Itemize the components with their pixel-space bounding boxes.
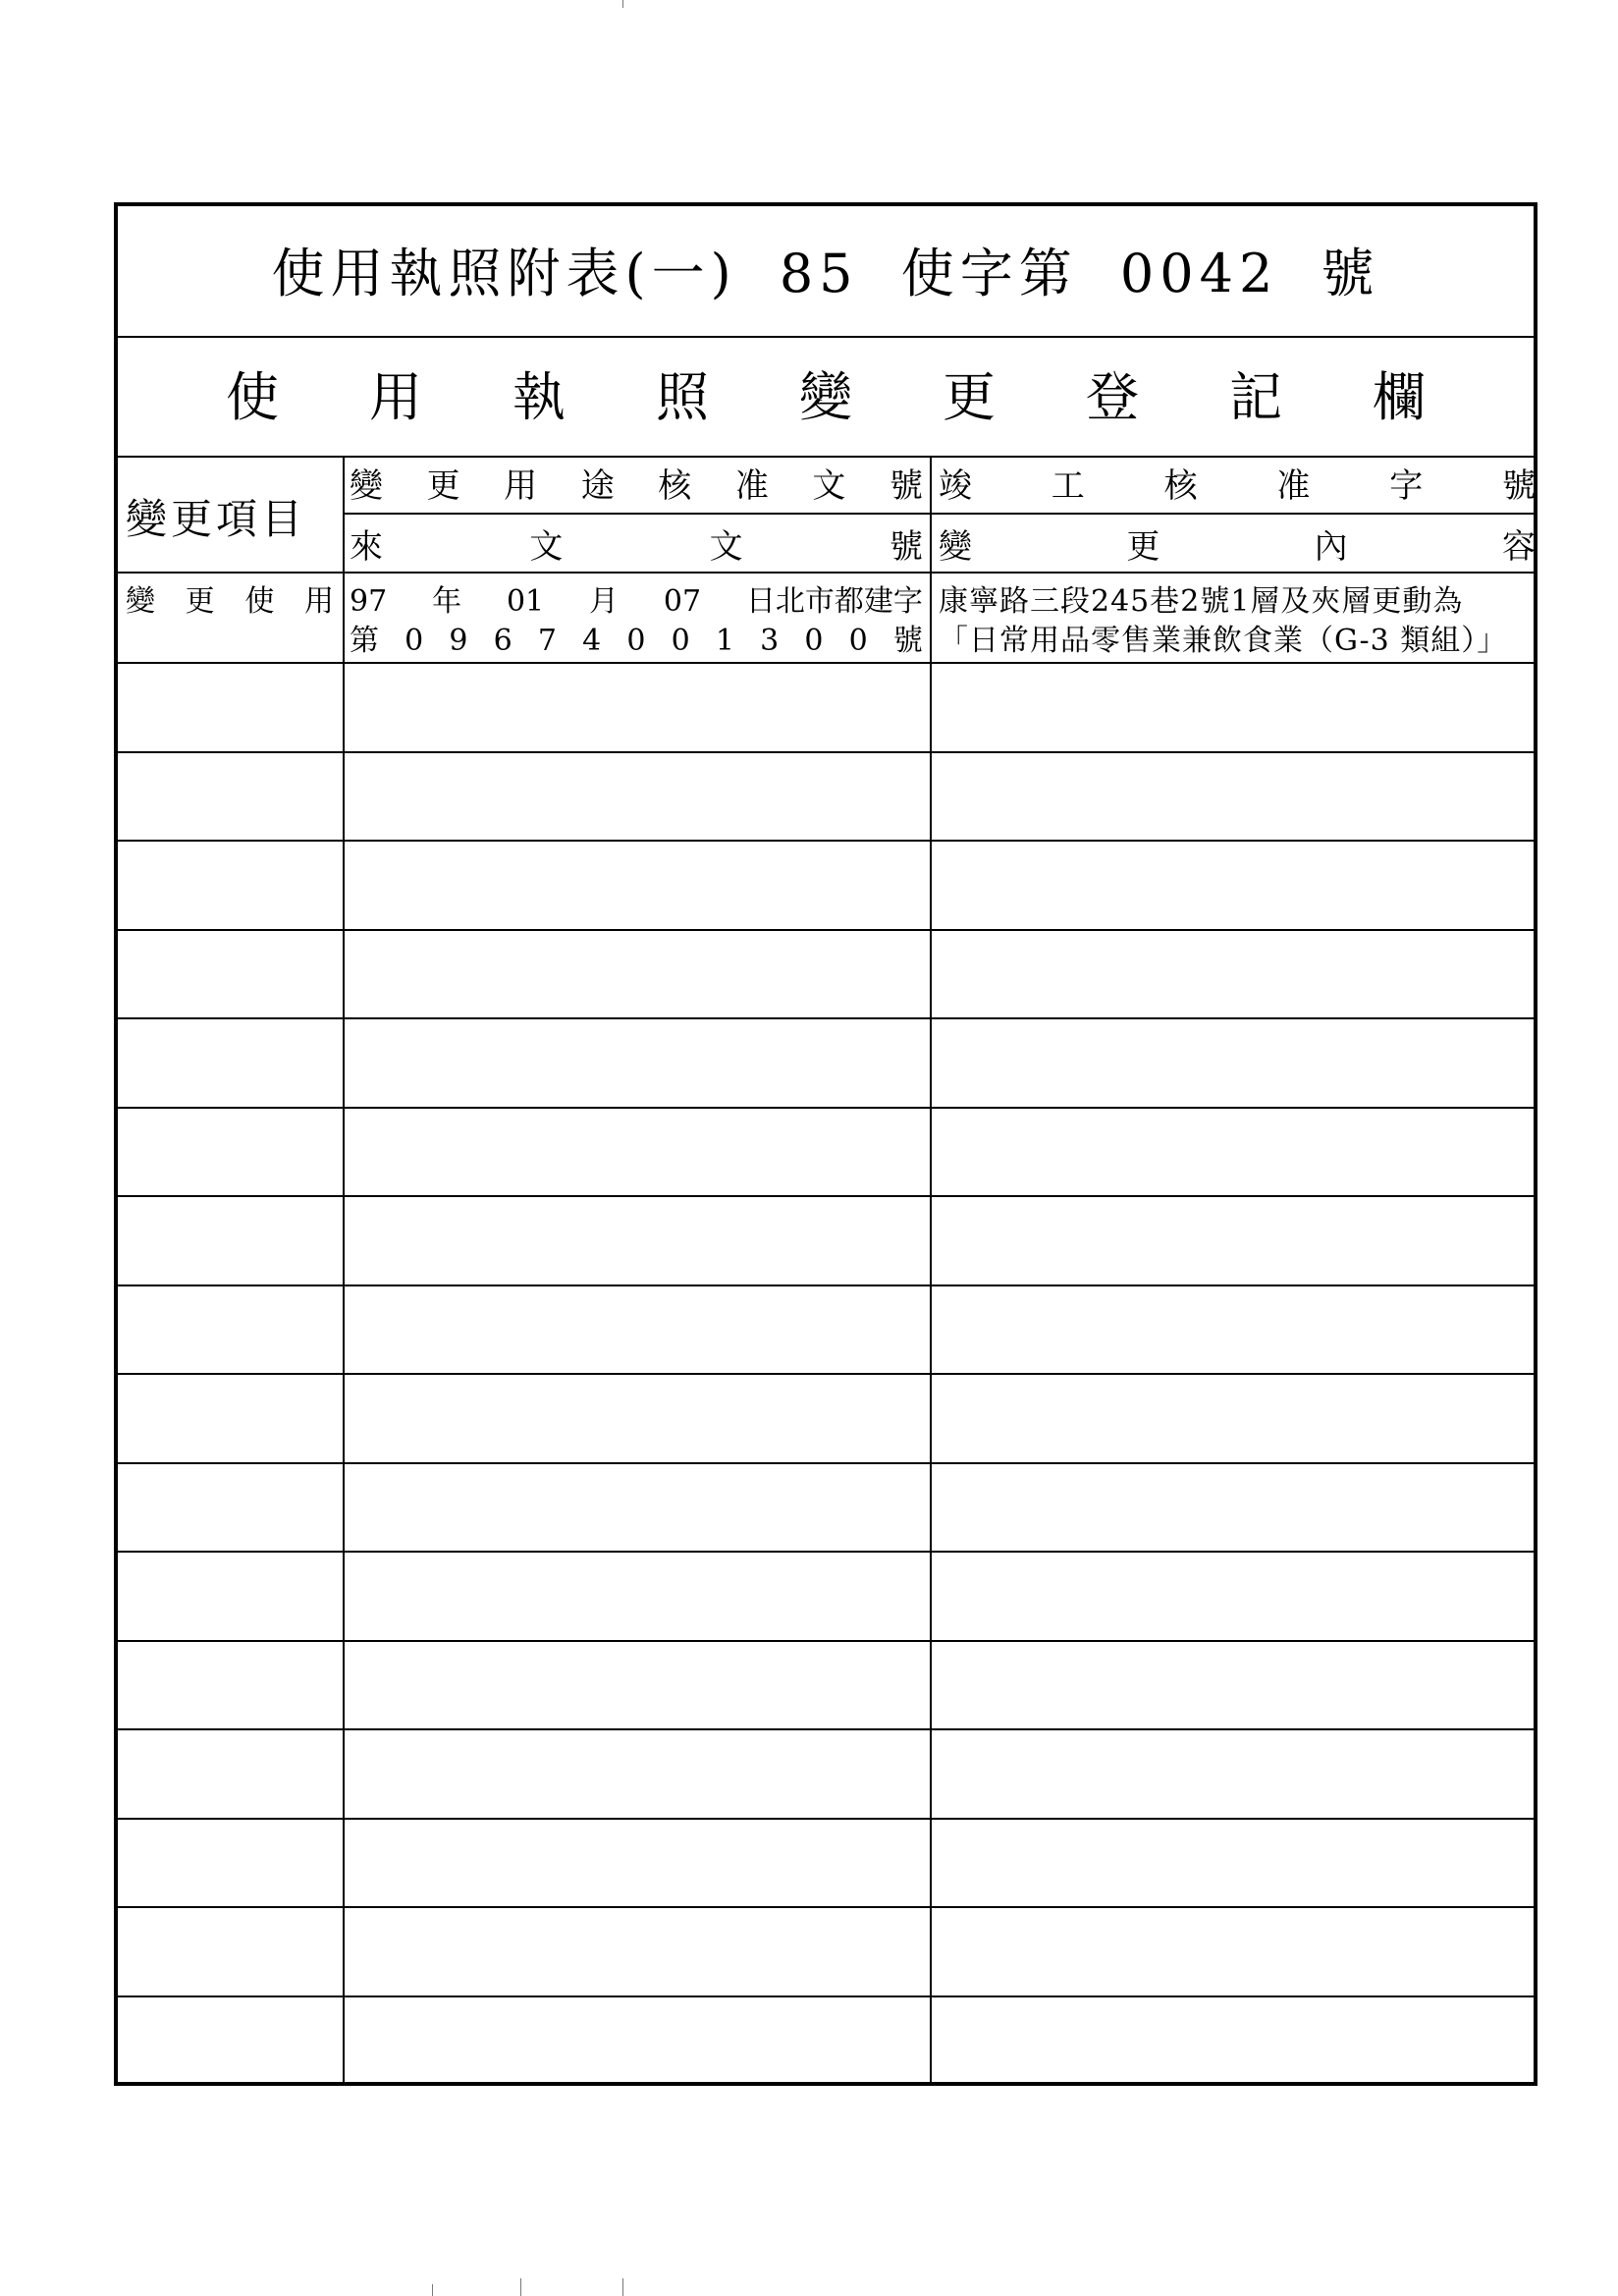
- table-row-line: [118, 662, 1534, 664]
- entry-item: 變 更 使 用: [126, 584, 334, 619]
- header-incoming-no: 來 文 文 號: [350, 527, 923, 567]
- table-row-line: [118, 1462, 1534, 1464]
- table-row-line: [118, 1373, 1534, 1375]
- entry-doc-no-line2: 第 0 9 6 7 4 0 0 1 3 0 0 號: [350, 624, 923, 658]
- table-row-line: [118, 1551, 1534, 1553]
- table-row-line: [118, 1285, 1534, 1286]
- heading-char: 執: [512, 366, 566, 428]
- table-row-line: [118, 1107, 1534, 1109]
- table-row-line: [118, 1995, 1534, 1997]
- scan-mark: [622, 2278, 623, 2296]
- divider: [343, 513, 1534, 515]
- heading-char: 登: [1086, 366, 1139, 428]
- table-row-line: [118, 1728, 1534, 1730]
- heading-char: 使: [226, 366, 279, 428]
- scan-mark: [622, 0, 623, 8]
- entry-doc-no-line1: 97 年 01 月 07 日北市都建字: [350, 584, 923, 619]
- table-row-line: [118, 751, 1534, 753]
- section-heading: [226, 366, 1426, 430]
- table-row-line: [118, 929, 1534, 931]
- item-header: 變更項目: [126, 495, 307, 543]
- heading-char: 照: [656, 366, 709, 428]
- table-row-line: [118, 1906, 1534, 1908]
- header-completion-no: 竣 工 核 准 字 號: [939, 466, 1536, 506]
- column-divider: [930, 456, 932, 2082]
- divider: [118, 336, 1534, 338]
- table-row-line: [118, 1818, 1534, 1820]
- entry-content-line1: 康寧路三段245巷2號1層及夾層更動為: [939, 584, 1464, 619]
- table-row-line: [118, 1640, 1534, 1642]
- divider: [118, 456, 1534, 458]
- heading-char: 變: [799, 366, 852, 428]
- heading-char: 更: [943, 366, 996, 428]
- divider: [118, 572, 1534, 574]
- header-approval-no: 變 更 用 途 核 准 文 號: [350, 466, 923, 506]
- entry-content-line2: 「日常用品零售業兼飲食業（G-3 類組）」: [939, 624, 1508, 658]
- table-row-line: [118, 1195, 1534, 1197]
- header-change-content: 變 更 內 容: [939, 527, 1536, 567]
- table-row-line: [118, 840, 1534, 842]
- heading-char: 記: [1229, 366, 1282, 428]
- scan-mark: [520, 2278, 521, 2296]
- license-form: [114, 202, 1537, 2086]
- heading-char: 欄: [1373, 366, 1426, 428]
- scan-mark: [432, 2284, 433, 2296]
- table-row-line: [118, 1017, 1534, 1019]
- column-divider: [343, 456, 345, 2082]
- form-title: 使用執照附表(一) 85 使字第 0042 號: [271, 243, 1380, 304]
- heading-char: 用: [369, 366, 422, 428]
